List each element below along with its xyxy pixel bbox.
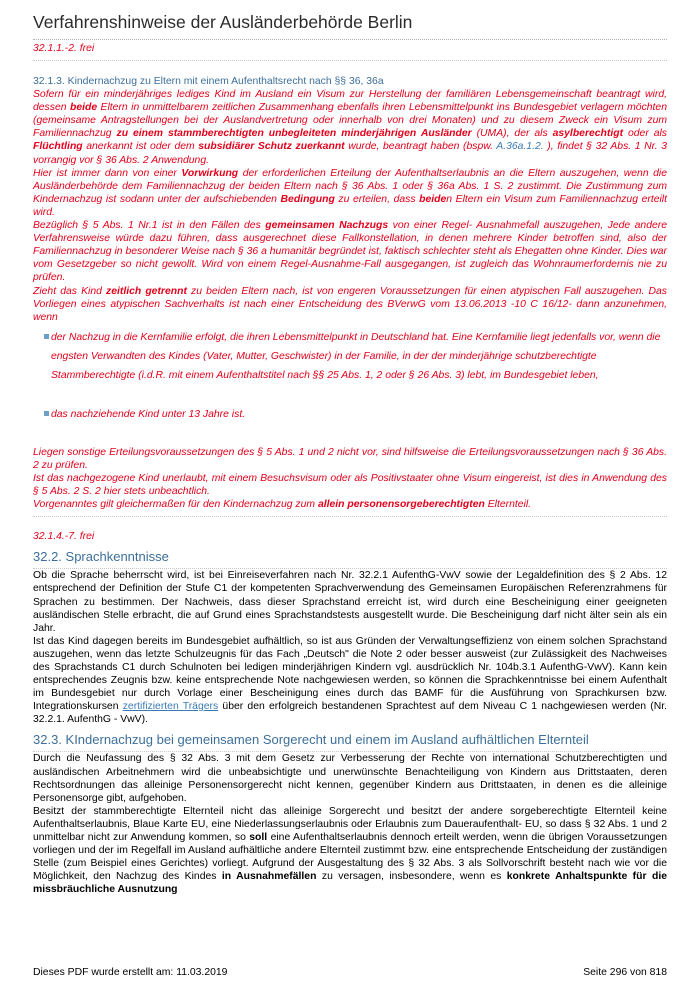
page-footer	[33, 967, 667, 978]
paragraph-sollvorschrift: Besitzt der stammberechtigte Elternteil nicht das alleinige Sorgerecht und besitzt der andere sorgeberechtigte Elternteil keine Aufenthaltserlaubnis, Blaue Karte EU, eine Niederlassungserlaubnis oder Erlaubnis zum Daueraufenthalt- EU, so dass § 32 Abs. 1 und 2 unmittelbar nicht zur Anwendung kommen, so soll eine Aufenthaltserlaubnis dennoch erteilt werden, wenn die übrigen Voraussetzungen vorliegen und der im Regelfall im Ausland aufhältliche andere Elternteil zustimmt bzw. eine entsprechende Entscheidung der zuständigen Stelle (zum Beispiel eines Gerichtes) vorliegt. Aufgrund der Ausgestaltung des § 32 Abs. 3 als Sollvorschrift besteht nach wie vor die Möglichkeit, den Nachzug des Kindes in Ausnahmefällen zu versagen, insbesondere, wenn es konkrete Anhaltspunkte für die missbräuchliche Ausnutzung	[33, 805, 667, 896]
heading-32-2: 32.2. Sprachkenntnisse	[33, 549, 667, 569]
certified-provider-link[interactable]: zertifizierten Trägers	[122, 701, 219, 713]
paragraph-hilfsweise: Liegen sonstige Erteilungsvoraussetzungen des § 5 Abs. 1 und 2 nicht vor, sind hilfsweise die Erteilungsvoraussetzungen nach § 36 Abs. 2 zu prüfen.	[33, 446, 667, 471]
page-number-text: Seite 296 von 818	[583, 967, 667, 978]
list-item: das nachziehende Kind unter 13 Jahre ist.	[33, 405, 667, 424]
paragraph-unerlaubt: Ist das nachgezogene Kind unerlaubt, mit einem Besuchsvisum oder als Positivstaater ohne Visum eingereist, ist dies in Anwendung des § 5 Abs. 2 S. 2 hier stets unbeachtlich.	[33, 472, 667, 498]
list-item: der Nachzug in die Kernfamilie erfolgt, die ihren Lebensmittelpunkt in Deutschland hat. Eine Kernfamilie liegt jedenfalls vor, wenn die engsten Verwandten des Kindes (Vater, Mutter, Geschwister) in der Familie, in der der minderjährige schutzberechtigte Stammberechtigte (i.d.R. mit einem Aufenthaltstitel nach §§ 25 Abs. 1, 2 oder § 26 Abs. 3) lebt, im Bundesgebiet leben,	[33, 328, 667, 385]
paragraph-schulzeugnis: Ist das Kind dagegen bereits im Bundesgebiet aufhältlich, so ist aus Gründen der Verwaltungseffizienz von einem solchen Sprachstand auszugehen, wenn das letzte Schulzeugnis für das Fach „Deutsch" die Note 2 oder besser ausweist (zur Zulässigkeit des Nachweises des Sprachstands C1 durch Schulnoten bei ledigen minderjährigen Kindern vgl. ausdrücklich Nr. 104b.3.1 AufenthG-VwV). Kann kein entsprechendes Zeugnis bzw. keine entsprechende Note nachgewiesen werden, so können die Sprachkenntnisse bei einem Aufenthalt im Bundesgebiet nur durch Vorlage einer Bescheinigung eines durch das BAMF für die Ausführung von Sprachkursen bzw. Integrationskursen zertifizierten Trägers über den erfolgreich bestandenen Sprachtest auf dem Niveau C 1 nachgewiesen werden (Nr. 32.2.1. AufenthG - VwV).	[33, 635, 668, 726]
document-title: Verfahrenshinweise der Ausländerbehörde Berlin	[33, 12, 667, 40]
heading-32-3: 32.3. KIndernachzug bei gemeinsamen Sorgerecht und einem im Ausland aufhältlichen Elternteil	[33, 732, 667, 752]
cross-reference-link[interactable]: A.36a.1.2.	[496, 141, 544, 153]
document-body	[33, 42, 667, 897]
paragraph-neufassung: Durch die Neufassung des § 32 Abs. 3 mit dem Gesetz zur Verbesserung der Rechte von international Schutzberechtigten und ausländischen Arbeitnehmern wird die unbeabsichtigte und unerwünschte Benachteiligung von Kindern aus Drittstaaten, deren Rechtsordnungen das alleinige Personensorgerecht nicht kennen, gegenüber Kindern aus Drittstaaten, in denen es die alleinige Personensorge gibt, aufgehoben.	[33, 753, 667, 804]
bullet-square-icon	[44, 411, 49, 416]
paragraph-zeitlich-getrennt: Zieht das Kind zeitlich getrennt zu beiden Eltern nach, ist von engeren Voraussetzungen für einen atypischen Fall auszugehen. Das Vorliegen eines atypischen Sachverhalts ist nach einer Entscheidung des BVerwG vom 13.06.2013 -10 C 16/12- dann anzunehmen, wenn	[33, 285, 667, 323]
section-32-1-1-free: 32.1.1.-2. frei	[33, 42, 667, 61]
paragraph-sprachnachweis: Ob die Sprache beherrscht wird, ist bei Einreiseverfahren nach Nr. 32.2.1 AufenthG-VwV sowie der Legaldefinition des § 2 Abs. 12 entsprechend der Definition der Stufe C1 der kompetenten Sprachverwendung des Gemeinsamen Europäischen Referenzrahmens für Sprachen zu bestimmen. Der Nachweis, dass dieser Sprachstand erreicht ist, wird durch eine Bescheinigung einer geeigneten ausländischen Stelle erbracht, die auf Grund eines Sprachstandstests ausgestellt wurde. Die Bescheinigung darf nicht älter sein als ein Jahr.	[33, 570, 667, 634]
bullet-square-icon	[44, 334, 49, 339]
condition-list	[33, 328, 667, 424]
section-32-1-4-free: 32.1.4.-7. frei	[33, 531, 95, 543]
heading-32-1-3: 32.1.3. Kindernachzug zu Eltern mit einem Aufenthaltsrecht nach §§ 36, 36a	[33, 76, 384, 88]
paragraph-uma: Sofern für ein minderjähriges lediges Kind im Ausland ein Visum zur Herstellung der familiären Lebensgemeinschaft beantragt wird, dessen beide Eltern in unmittelbarem zeitlichen Zusammenhang ebenfalls ihren Lebensmittelpunkt ins Bundesgebiet verlagern möchten (gemeinsame Antragstellungen bei der Auslandvertretung oder innerhalb von drei Monaten) und zu diesem Zweck ein Visum zum Familiennachzug zu einem stammberechtigten unbegleiteten minderjährigen Ausländer (UMA), der als asylberechtigt oder als Flüchtling anerkannt ist oder dem subsidiärer Schutz zuerkannt wurde, beantragt haben (bspw. A.36a.1.2. ), findet § 32 Abs. 1 Nr. 3 vorrangig vor § 36 Abs. 2 Anwendung.	[33, 89, 668, 166]
creation-date-text: Dieses PDF wurde erstellt am: 11.03.2019	[33, 967, 228, 978]
paragraph-vorwirkung: Hier ist immer dann von einer Vorwirkung der erforderlichen Erteilung der Aufenthaltserlaubnis an die Eltern auszugehen, wenn die Ausländerbehörde dem Familiennachzug der beiden Eltern nach § 36 Abs. 1 oder § 36a Abs. 1 S. 2 zustimmt. Die Zustimmung zum Kindernachzug ist sodann unter der aufschiebenden Bedingung zu erteilen, dass beiden Eltern ein Visum zum Familiennachzug erteilt wird.	[33, 167, 667, 218]
paragraph-allein-sorgeberechtigt: Vorgenanntes gilt gleichermaßen für den Kindernachzug zum allein personensorgeberechtigten Elternteil.	[33, 498, 667, 517]
document-page	[33, 0, 667, 990]
paragraph-regel-ausnahme: Bezüglich § 5 Abs. 1 Nr.1 ist in den Fällen des gemeinsamen Nachzugs von einer Regel- Ausnahmefall auszugehen, Jede andere Verfahrensweise würde dazu führen, dass ausgerechnet diese Fallkonstellation, in denen mehrere Kinder betroffen sind, also der Familiennachzug in besonderer Weise nach § 36 a humanitär begründet ist, faktisch schlechter steht als Ehegatten ohne Kinder. Dies war vom Gesetzgeber so nicht gewollt. Wird von einem Regel-Ausnahme-Fall ausgegangen, ist zugleich das Wohnraumerfordernis nie zu prüfen.	[33, 220, 668, 284]
